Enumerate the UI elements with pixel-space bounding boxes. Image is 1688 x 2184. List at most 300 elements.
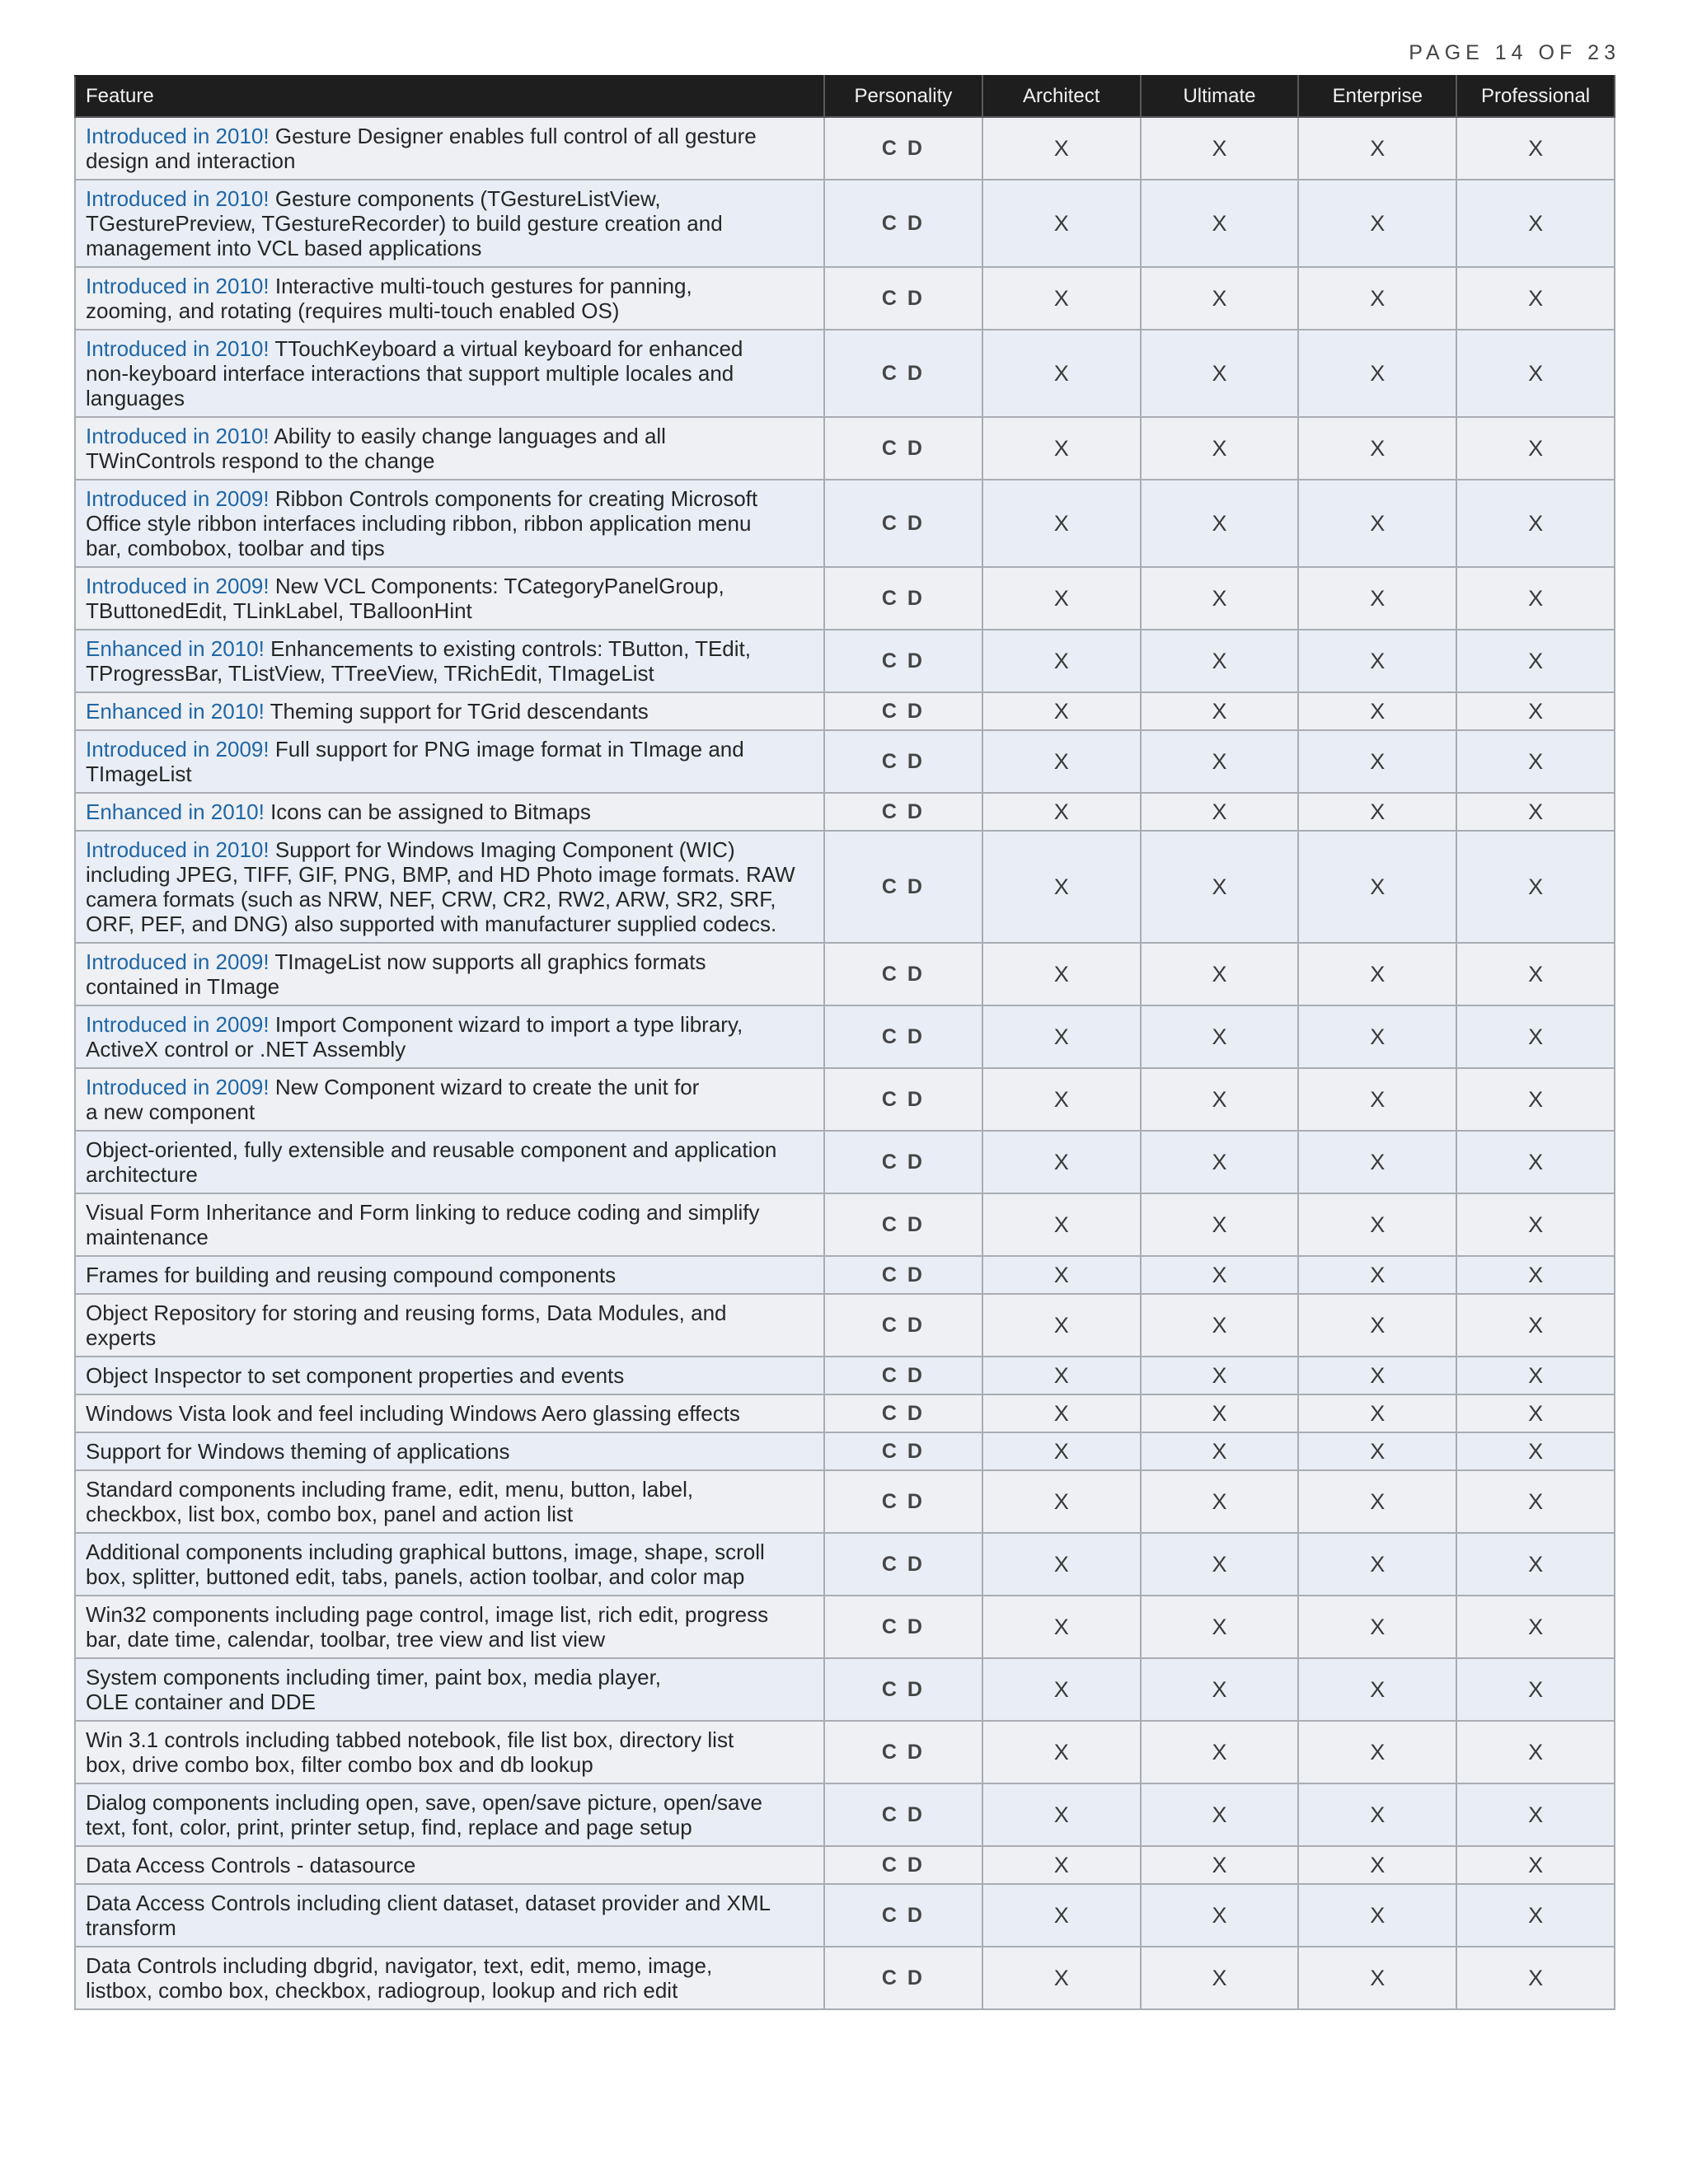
ultimate-cell: X: [1141, 417, 1299, 480]
feature-cell: [75, 1131, 824, 1193]
architect-cell: X: [982, 1256, 1141, 1294]
ultimate-cell: X: [1141, 1005, 1299, 1068]
feature-text-line: Gesture components (TGestureListView,: [269, 186, 661, 211]
feature-text-line: Win 3.1 controls including tabbed notebook, file list box, directory list: [86, 1727, 734, 1752]
table-row: [75, 630, 1615, 692]
enterprise-cell: X: [1298, 180, 1456, 267]
table-row: [75, 943, 1615, 1005]
feature-status-label: Introduced in 2010!: [86, 837, 270, 862]
feature-text-line: Data Access Controls - datasource: [86, 1853, 416, 1877]
feature-cell: [75, 1846, 824, 1884]
architect-cell: X: [982, 1596, 1141, 1658]
professional-cell: X: [1456, 330, 1615, 417]
enterprise-cell: X: [1298, 1357, 1456, 1394]
feature-status-label: Introduced in 2009!: [86, 1075, 270, 1099]
professional-cell: X: [1456, 630, 1615, 692]
feature-cell: [75, 117, 824, 180]
table-row: [75, 1658, 1615, 1721]
professional-cell: X: [1456, 1596, 1615, 1658]
personality-cell: C D: [824, 1783, 982, 1846]
enterprise-cell: X: [1298, 1432, 1456, 1470]
feature-status-label: Enhanced in 2010!: [86, 699, 265, 724]
ultimate-cell: X: [1141, 1193, 1299, 1256]
table-row: [75, 793, 1615, 831]
architect-cell: X: [982, 1294, 1141, 1357]
enterprise-cell: X: [1298, 1256, 1456, 1294]
personality-cell: C D: [824, 1596, 982, 1658]
professional-cell: X: [1456, 1193, 1615, 1256]
feature-text-line: TTouchKeyboard a virtual keyboard for enhanced: [269, 336, 743, 361]
professional-cell: X: [1456, 1846, 1615, 1884]
feature-text-line: Object Repository for storing and reusing forms, Data Modules, and: [86, 1301, 727, 1325]
professional-cell: X: [1456, 567, 1615, 630]
personality-cell: C D: [824, 943, 982, 1005]
feature-text-line: design and interaction: [86, 148, 296, 173]
architect-cell: X: [982, 1658, 1141, 1721]
personality-cell: C D: [824, 1846, 982, 1884]
table-row: [75, 1721, 1615, 1783]
feature-cell: [75, 1783, 824, 1846]
personality-cell: C D: [824, 480, 982, 567]
personality-cell: C D: [824, 1432, 982, 1470]
professional-cell: X: [1456, 1783, 1615, 1846]
feature-cell: [75, 1394, 824, 1432]
professional-cell: X: [1456, 1721, 1615, 1783]
table-row: [75, 117, 1615, 180]
architect-cell: X: [982, 692, 1141, 730]
table-row: [75, 1131, 1615, 1193]
table-row: [75, 1294, 1615, 1357]
personality-cell: C D: [824, 567, 982, 630]
table-row: [75, 1432, 1615, 1470]
feature-text-line: OLE container and DDE: [86, 1690, 316, 1714]
personality-cell: C D: [824, 1947, 982, 2009]
table-row: [75, 1947, 1615, 2009]
professional-cell: X: [1456, 1658, 1615, 1721]
feature-text-line: Additional components including graphical buttons, image, shape, scroll: [86, 1540, 765, 1564]
personality-cell: C D: [824, 730, 982, 793]
feature-cell: [75, 1721, 824, 1783]
feature-matrix-table: [74, 75, 1615, 2010]
enterprise-cell: X: [1298, 117, 1456, 180]
feature-status-label: Introduced in 2010!: [86, 124, 270, 148]
feature-text-line: TGesturePreview, TGestureRecorder) to build gesture creation and: [86, 211, 723, 236]
table-row: [75, 692, 1615, 730]
ultimate-cell: X: [1141, 267, 1299, 330]
feature-text-line: TWinControls respond to the change: [86, 448, 435, 473]
enterprise-cell: X: [1298, 1533, 1456, 1596]
feature-text-line: Object-oriented, fully extensible and reusable component and application: [86, 1137, 777, 1162]
feature-text-line: TProgressBar, TListView, TTreeView, TRichEdit, TImageList: [86, 661, 654, 686]
feature-status-label: Introduced in 2009!: [86, 574, 270, 598]
feature-text-line: Standard components including frame, edit, menu, button, label,: [86, 1477, 694, 1502]
feature-cell: [75, 1947, 824, 2009]
ultimate-cell: X: [1141, 1131, 1299, 1193]
architect-cell: X: [982, 1394, 1141, 1432]
architect-cell: X: [982, 117, 1141, 180]
table-header-row: [75, 76, 1615, 117]
architect-cell: X: [982, 480, 1141, 567]
architect-cell: X: [982, 1533, 1141, 1596]
ultimate-cell: X: [1141, 180, 1299, 267]
enterprise-cell: X: [1298, 630, 1456, 692]
ultimate-cell: X: [1141, 1357, 1299, 1394]
feature-cell: [75, 1470, 824, 1533]
feature-text-line: management into VCL based applications: [86, 236, 482, 260]
personality-cell: C D: [824, 1357, 982, 1394]
ultimate-cell: X: [1141, 793, 1299, 831]
column-header-personality: Personality: [824, 76, 982, 117]
feature-cell: [75, 1884, 824, 1947]
table-row: [75, 1357, 1615, 1394]
column-header-enterprise: Enterprise: [1298, 76, 1456, 117]
ultimate-cell: X: [1141, 1721, 1299, 1783]
personality-cell: C D: [824, 1721, 982, 1783]
feature-cell: [75, 1357, 824, 1394]
professional-cell: X: [1456, 267, 1615, 330]
professional-cell: X: [1456, 1068, 1615, 1131]
personality-cell: C D: [824, 330, 982, 417]
professional-cell: X: [1456, 692, 1615, 730]
architect-cell: X: [982, 1721, 1141, 1783]
column-header-feature: Feature: [75, 76, 824, 117]
feature-text-line: Object Inspector to set component properties and events: [86, 1363, 625, 1388]
ultimate-cell: X: [1141, 1470, 1299, 1533]
feature-cell: [75, 567, 824, 630]
table-row: [75, 567, 1615, 630]
architect-cell: X: [982, 1357, 1141, 1394]
table-row: [75, 1846, 1615, 1884]
table-row: [75, 1533, 1615, 1596]
architect-cell: X: [982, 180, 1141, 267]
feature-status-label: Enhanced in 2010!: [86, 799, 265, 824]
table-row: [75, 1783, 1615, 1846]
professional-cell: X: [1456, 1533, 1615, 1596]
table-row: [75, 330, 1615, 417]
feature-cell: [75, 1294, 824, 1357]
ultimate-cell: X: [1141, 1294, 1299, 1357]
enterprise-cell: X: [1298, 1068, 1456, 1131]
professional-cell: X: [1456, 793, 1615, 831]
feature-status-label: Introduced in 2010!: [86, 274, 270, 298]
feature-text-line: Gesture Designer enables full control of all gesture: [269, 124, 757, 148]
ultimate-cell: X: [1141, 1783, 1299, 1846]
feature-text-line: TImageList: [86, 762, 192, 786]
enterprise-cell: X: [1298, 1470, 1456, 1533]
feature-status-label: Enhanced in 2010!: [86, 636, 265, 661]
feature-text-line: Support for Windows theming of applications: [86, 1439, 510, 1464]
page-number: PAGE 14 OF 23: [1409, 41, 1620, 64]
table-row: [75, 1470, 1615, 1533]
architect-cell: X: [982, 267, 1141, 330]
ultimate-cell: X: [1141, 567, 1299, 630]
enterprise-cell: X: [1298, 417, 1456, 480]
feature-text-line: checkbox, list box, combo box, panel and action list: [86, 1502, 574, 1526]
enterprise-cell: X: [1298, 267, 1456, 330]
feature-text-line: bar, date time, calendar, toolbar, tree view and list view: [86, 1627, 606, 1652]
architect-cell: X: [982, 1846, 1141, 1884]
enterprise-cell: X: [1298, 1947, 1456, 2009]
feature-text-line: Visual Form Inheritance and Form linking to reduce coding and simplify: [86, 1200, 760, 1225]
feature-cell: [75, 1256, 824, 1294]
professional-cell: X: [1456, 1470, 1615, 1533]
table-row: [75, 180, 1615, 267]
enterprise-cell: X: [1298, 692, 1456, 730]
enterprise-cell: X: [1298, 480, 1456, 567]
feature-status-label: Introduced in 2009!: [86, 949, 270, 974]
enterprise-cell: X: [1298, 831, 1456, 943]
feature-status-label: Introduced in 2009!: [86, 737, 270, 762]
personality-cell: C D: [824, 417, 982, 480]
professional-cell: X: [1456, 1131, 1615, 1193]
personality-cell: C D: [824, 1470, 982, 1533]
ultimate-cell: X: [1141, 630, 1299, 692]
professional-cell: X: [1456, 1357, 1615, 1394]
table-row: [75, 267, 1615, 330]
feature-text-line: Full support for PNG image format in TImage and: [269, 737, 744, 762]
personality-cell: C D: [824, 1884, 982, 1947]
feature-cell: [75, 1193, 824, 1256]
professional-cell: X: [1456, 1005, 1615, 1068]
feature-text-line: contained in TImage: [86, 974, 280, 999]
feature-text-line: TImageList now supports all graphics formats: [269, 949, 706, 974]
ultimate-cell: X: [1141, 943, 1299, 1005]
table-row: [75, 1394, 1615, 1432]
feature-cell: [75, 417, 824, 480]
enterprise-cell: X: [1298, 1596, 1456, 1658]
architect-cell: X: [982, 1068, 1141, 1131]
feature-text-line: a new component: [86, 1099, 256, 1124]
feature-text-line: architecture: [86, 1162, 198, 1187]
feature-cell: [75, 1005, 824, 1068]
feature-text-line: Data Access Controls including client dataset, dataset provider and XML: [86, 1891, 771, 1915]
feature-status-label: Introduced in 2009!: [86, 1012, 270, 1037]
feature-cell: [75, 330, 824, 417]
professional-cell: X: [1456, 117, 1615, 180]
architect-cell: X: [982, 330, 1141, 417]
feature-text-line: ActiveX control or .NET Assembly: [86, 1037, 406, 1062]
architect-cell: X: [982, 1884, 1141, 1947]
enterprise-cell: X: [1298, 1658, 1456, 1721]
table-row: [75, 831, 1615, 943]
personality-cell: C D: [824, 1533, 982, 1596]
feature-text-line: New Component wizard to create the unit for: [269, 1075, 700, 1099]
column-header-architect: Architect: [982, 76, 1141, 117]
feature-cell: [75, 793, 824, 831]
enterprise-cell: X: [1298, 1846, 1456, 1884]
feature-text-line: bar, combobox, toolbar and tips: [86, 536, 385, 560]
table-row: [75, 480, 1615, 567]
enterprise-cell: X: [1298, 1721, 1456, 1783]
professional-cell: X: [1456, 180, 1615, 267]
enterprise-cell: X: [1298, 567, 1456, 630]
personality-cell: C D: [824, 1394, 982, 1432]
enterprise-cell: X: [1298, 1005, 1456, 1068]
feature-text-line: Import Component wizard to import a type library,: [269, 1012, 743, 1037]
professional-cell: X: [1456, 1394, 1615, 1432]
feature-cell: [75, 730, 824, 793]
professional-cell: X: [1456, 1884, 1615, 1947]
enterprise-cell: X: [1298, 1294, 1456, 1357]
feature-text-line: box, drive combo box, filter combo box and db lookup: [86, 1752, 593, 1777]
architect-cell: X: [982, 943, 1141, 1005]
ultimate-cell: X: [1141, 730, 1299, 793]
personality-cell: C D: [824, 1256, 982, 1294]
table-row: [75, 1193, 1615, 1256]
personality-cell: C D: [824, 630, 982, 692]
personality-cell: C D: [824, 117, 982, 180]
professional-cell: X: [1456, 831, 1615, 943]
architect-cell: X: [982, 1005, 1141, 1068]
ultimate-cell: X: [1141, 480, 1299, 567]
feature-text-line: transform: [86, 1915, 176, 1940]
professional-cell: X: [1456, 1947, 1615, 2009]
architect-cell: X: [982, 1783, 1141, 1846]
table-row: [75, 1068, 1615, 1131]
feature-text-line: Enhancements to existing controls: TButton, TEdit,: [264, 636, 751, 661]
feature-text-line: text, font, color, print, printer setup, find, replace and page setup: [86, 1815, 692, 1840]
enterprise-cell: X: [1298, 1131, 1456, 1193]
table-body: [75, 117, 1615, 2009]
feature-cell: [75, 692, 824, 730]
professional-cell: X: [1456, 1294, 1615, 1357]
architect-cell: X: [982, 630, 1141, 692]
ultimate-cell: X: [1141, 1846, 1299, 1884]
personality-cell: C D: [824, 793, 982, 831]
enterprise-cell: X: [1298, 793, 1456, 831]
professional-cell: X: [1456, 730, 1615, 793]
feature-text-line: Support for Windows Imaging Component (WIC): [269, 837, 735, 862]
feature-text-line: TButtonedEdit, TLinkLabel, TBalloonHint: [86, 598, 472, 623]
feature-text-line: Windows Vista look and feel including Windows Aero glassing effects: [86, 1401, 740, 1426]
personality-cell: C D: [824, 1658, 982, 1721]
personality-cell: C D: [824, 831, 982, 943]
feature-cell: [75, 267, 824, 330]
feature-text-line: Ribbon Controls components for creating Microsoft: [269, 486, 758, 511]
architect-cell: X: [982, 567, 1141, 630]
ultimate-cell: X: [1141, 1068, 1299, 1131]
professional-cell: X: [1456, 943, 1615, 1005]
feature-text-line: camera formats (such as NRW, NEF, CRW, CR2, RW2, ARW, SR2, SRF,: [86, 887, 776, 912]
feature-text-line: Office style ribbon interfaces including ribbon, ribbon application menu: [86, 511, 752, 536]
feature-text-line: maintenance: [86, 1225, 209, 1249]
feature-text-line: Ability to easily change languages and all: [269, 424, 666, 448]
table-row: [75, 1596, 1615, 1658]
architect-cell: X: [982, 831, 1141, 943]
feature-cell: [75, 1596, 824, 1658]
feature-text-line: Win32 components including page control, image list, rich edit, progress: [86, 1602, 769, 1627]
personality-cell: C D: [824, 1131, 982, 1193]
architect-cell: X: [982, 1432, 1141, 1470]
feature-text-line: Theming support for TGrid descendants: [264, 699, 649, 724]
professional-cell: X: [1456, 417, 1615, 480]
feature-cell: [75, 1068, 824, 1131]
personality-cell: C D: [824, 1193, 982, 1256]
feature-cell: [75, 831, 824, 943]
feature-text-line: including JPEG, TIFF, GIF, PNG, BMP, and HD Photo image formats. RAW: [86, 862, 795, 887]
column-header-professional: Professional: [1456, 76, 1615, 117]
personality-cell: C D: [824, 1294, 982, 1357]
architect-cell: X: [982, 1470, 1141, 1533]
personality-cell: C D: [824, 1068, 982, 1131]
personality-cell: C D: [824, 1005, 982, 1068]
feature-cell: [75, 1658, 824, 1721]
enterprise-cell: X: [1298, 1783, 1456, 1846]
ultimate-cell: X: [1141, 1394, 1299, 1432]
table-row: [75, 730, 1615, 793]
enterprise-cell: X: [1298, 943, 1456, 1005]
feature-text-line: non-keyboard interface interactions that support multiple locales and: [86, 361, 734, 386]
feature-text-line: languages: [86, 386, 185, 410]
architect-cell: X: [982, 1193, 1141, 1256]
ultimate-cell: X: [1141, 330, 1299, 417]
ultimate-cell: X: [1141, 1432, 1299, 1470]
feature-text-line: Interactive multi-touch gestures for panning,: [269, 274, 692, 298]
personality-cell: C D: [824, 267, 982, 330]
professional-cell: X: [1456, 480, 1615, 567]
feature-text-line: Frames for building and reusing compound components: [86, 1263, 617, 1287]
professional-cell: X: [1456, 1256, 1615, 1294]
table-row: [75, 1884, 1615, 1947]
feature-text-line: Dialog components including open, save, open/save picture, open/save: [86, 1790, 762, 1815]
architect-cell: X: [982, 1131, 1141, 1193]
ultimate-cell: X: [1141, 831, 1299, 943]
table-row: [75, 1256, 1615, 1294]
ultimate-cell: X: [1141, 117, 1299, 180]
personality-cell: C D: [824, 692, 982, 730]
ultimate-cell: X: [1141, 1533, 1299, 1596]
enterprise-cell: X: [1298, 330, 1456, 417]
ultimate-cell: X: [1141, 1947, 1299, 2009]
feature-cell: [75, 480, 824, 567]
feature-status-label: Introduced in 2009!: [86, 486, 270, 511]
feature-text-line: box, splitter, buttoned edit, tabs, panels, action toolbar, and color map: [86, 1564, 745, 1589]
ultimate-cell: X: [1141, 692, 1299, 730]
feature-cell: [75, 1432, 824, 1470]
architect-cell: X: [982, 417, 1141, 480]
table-row: [75, 417, 1615, 480]
feature-cell: [75, 180, 824, 267]
feature-text-line: Icons can be assigned to Bitmaps: [264, 799, 591, 824]
enterprise-cell: X: [1298, 730, 1456, 793]
feature-text-line: ORF, PEF, and DNG) also supported with manufacturer supplied codecs.: [86, 912, 777, 936]
feature-text-line: New VCL Components: TCategoryPanelGroup,: [269, 574, 724, 598]
personality-cell: C D: [824, 180, 982, 267]
feature-status-label: Introduced in 2010!: [86, 424, 270, 448]
feature-cell: [75, 1533, 824, 1596]
professional-cell: X: [1456, 1432, 1615, 1470]
enterprise-cell: X: [1298, 1394, 1456, 1432]
ultimate-cell: X: [1141, 1658, 1299, 1721]
feature-text-line: Data Controls including dbgrid, navigator, text, edit, memo, image,: [86, 1953, 713, 1978]
ultimate-cell: X: [1141, 1884, 1299, 1947]
feature-text-line: zooming, and rotating (requires multi-touch enabled OS): [86, 298, 620, 323]
ultimate-cell: X: [1141, 1596, 1299, 1658]
architect-cell: X: [982, 793, 1141, 831]
feature-text-line: listbox, combo box, checkbox, radiogroup, lookup and rich edit: [86, 1978, 678, 2003]
architect-cell: X: [982, 730, 1141, 793]
feature-status-label: Introduced in 2010!: [86, 186, 270, 211]
column-header-ultimate: Ultimate: [1141, 76, 1299, 117]
feature-text-line: experts: [86, 1325, 157, 1350]
architect-cell: X: [982, 1947, 1141, 2009]
feature-text-line: System components including timer, paint box, media player,: [86, 1665, 662, 1690]
feature-cell: [75, 943, 824, 1005]
feature-status-label: Introduced in 2010!: [86, 336, 270, 361]
feature-cell: [75, 630, 824, 692]
table-row: [75, 1005, 1615, 1068]
enterprise-cell: X: [1298, 1193, 1456, 1256]
